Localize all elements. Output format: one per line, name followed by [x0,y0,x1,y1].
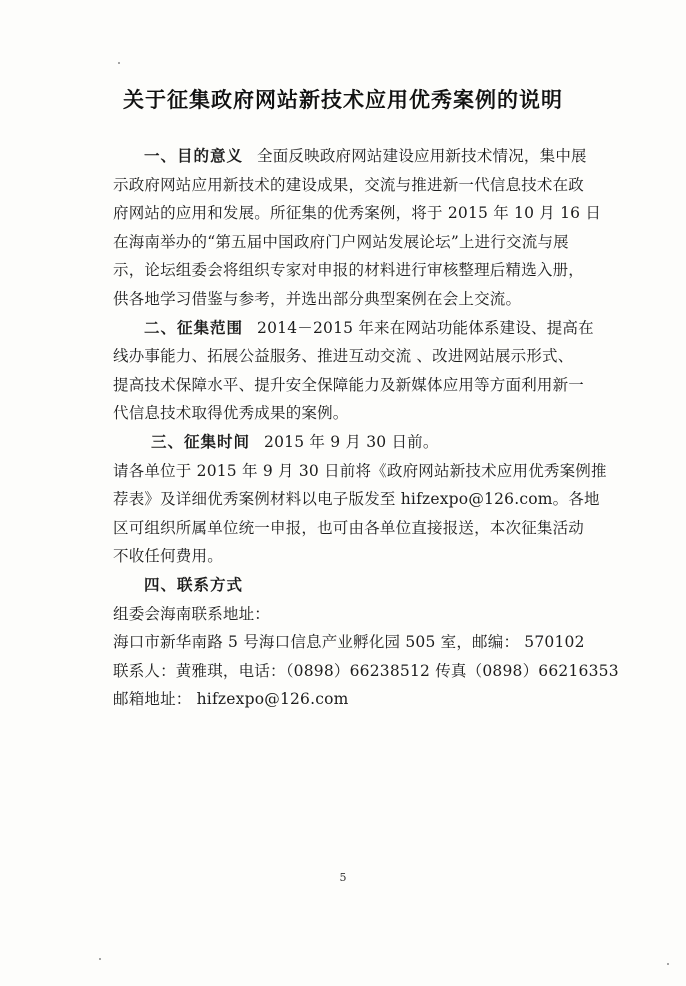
section3-heading: 三、征集时间 [151,432,251,451]
section3-line: 区可组织所属单位统一申报，也可由各单位直接报送，本次征集活动 [113,518,585,537]
section2-heading: 二、征集范围 [144,318,244,337]
section4-heading: 四、联系方式 [144,575,244,594]
section4-line: 海口市新华南路 5 号海口信息产业孵化园 505 室，邮编： 570102 [113,633,585,652]
section4-line: 联系人：黄雅琪，电话：（0898）66238512 传真（0898）66216353 [113,661,619,680]
section2-first-line [113,314,594,343]
page-number: 5 [339,871,347,884]
section3-line: 不收任何费用。 [113,547,223,566]
section1-line: 府网站的应用和发展。所征集的优秀案例，将于 2015 年 10 月 16 日 [113,204,602,223]
section1-line: 在海南举办的“第五届中国政府门户网站发展论坛”上进行交流与展 [113,232,569,251]
section2-lead: 2014－2015 年来在网站功能体系建设、提高在 [257,318,594,337]
section1-line: 示，论坛组委会将组织专家对申报的材料进行审核整理后精选入册， [113,261,585,280]
section1-heading: 一、目的意义 [144,147,244,165]
section3-line: 请各单位于 2015 年 9 月 30 日前将《政府网站新技术应用优秀案例推 [113,461,607,480]
scan-speck [667,963,669,965]
section4-line: 组委会海南联系地址： [113,604,271,623]
section4-first-line [113,571,583,600]
section3-lead: 2015 年 9 月 30 日前。 [264,432,439,451]
section1-first-line [113,142,587,171]
section2-line: 提高技术保障水平、提升安全保障能力及新媒体应用等方面利用新一 [113,375,585,394]
scan-speck [118,62,120,64]
document-body [113,142,619,714]
document-title: 关于征集政府网站新技术应用优秀案例的说明 [123,88,563,112]
section1-line: 供各地学习借鉴与参考，并选出部分典型案例在会上交流。 [113,289,522,308]
section3-first-line [113,428,583,457]
section2-line: 代信息技术取得优秀成果的案例。 [113,404,349,423]
section1-lead: 全面反映政府网站建设应用新技术情况，集中展 [257,147,587,165]
section4-line: 邮箱地址： hifzexpo@126.com [113,690,349,709]
scan-speck [99,958,101,960]
section1-line: 示政府网站应用新技术的建设成果，交流与推进新一代信息技术在政 [113,175,585,194]
section3-line: 荐表》及详细优秀案例材料以电子版发至 hifzexpo@126.com。各地 [113,490,600,509]
section2-line: 线办事能力、拓展公益服务、推进互动交流 、改进网站展示形式、 [113,347,574,366]
